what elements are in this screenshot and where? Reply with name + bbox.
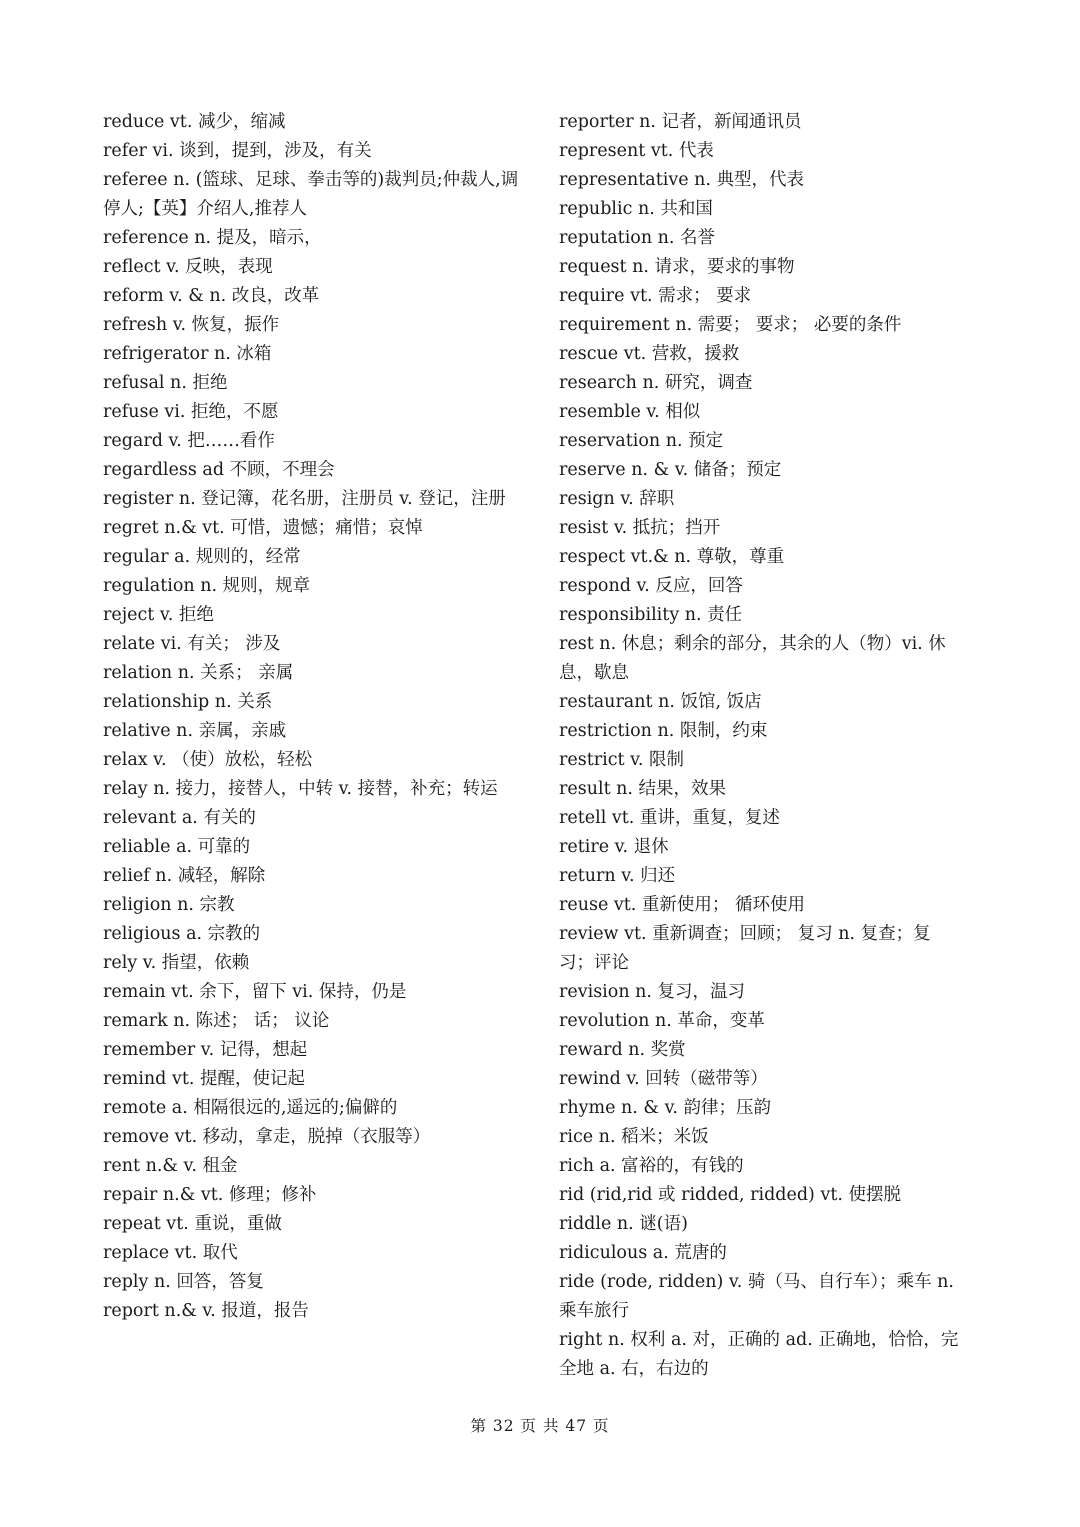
vocabulary-entry: rich a. 富裕的，有钱的	[559, 1156, 744, 1176]
vocabulary-entry: return v. 归还	[559, 866, 676, 886]
vocabulary-entry: restriction n. 限制，约束	[559, 721, 768, 741]
vocabulary-entry: ride (rode, ridden) v. 骑（马、自行车）；乘车 n. 乘车旅行	[559, 1272, 954, 1321]
vocabulary-entry: reference n. 提及，暗示，	[103, 228, 322, 248]
vocabulary-entry: rescue vt. 营救，援救	[559, 344, 740, 364]
vocabulary-entry: reputation n. 名誉	[559, 228, 716, 248]
vocabulary-entry: relax v. （使）放松，轻松	[103, 750, 313, 770]
vocabulary-entry: refuse vi. 拒绝，不愿	[103, 402, 279, 422]
vocabulary-entry: remind vt. 提醒，使记起	[103, 1069, 305, 1089]
vocabulary-entry: republic n. 共和国	[559, 199, 713, 219]
vocabulary-entry: relay n. 接力，接替人，中转 v. 接替，补充；转运	[103, 779, 498, 799]
vocabulary-entry: reject v. 拒绝	[103, 605, 214, 625]
vocabulary-entry: resign v. 辞职	[559, 489, 675, 509]
vocabulary-entry: religion n. 宗教	[103, 895, 235, 915]
vocabulary-entry: refrigerator n. 冰箱	[103, 344, 272, 364]
vocabulary-entry: retire v. 退休	[559, 837, 669, 857]
left-vocabulary-column	[103, 108, 528, 1326]
vocabulary-entry: remain vt. 余下，留下 vi. 保持，仍是	[103, 982, 407, 1002]
page-number-footer: 第 32 页 共 47 页	[470, 1417, 610, 1435]
vocabulary-entry: ridiculous a. 荒唐的	[559, 1243, 727, 1263]
vocabulary-entry: repeat vt. 重说，重做	[103, 1214, 282, 1234]
vocabulary-entry: relationship n. 关系	[103, 692, 273, 712]
vocabulary-entry: right n. 权利 a. 对，正确的 ad. 正确地，恰恰，完全地 a. 右，右边的	[559, 1330, 959, 1379]
vocabulary-entry: rewind v. 回转（磁带等）	[559, 1069, 768, 1089]
vocabulary-entry: reply n. 回答，答复	[103, 1272, 264, 1292]
vocabulary-entry: reuse vt. 重新使用； 循环使用	[559, 895, 805, 915]
vocabulary-entry: research n. 研究，调查	[559, 373, 753, 393]
vocabulary-entry: regard v. 把……看作	[103, 431, 275, 451]
vocabulary-entry: reward n. 奖赏	[559, 1040, 686, 1060]
vocabulary-entry: revision n. 复习，温习	[559, 982, 746, 1002]
vocabulary-entry: rice n. 稻米；米饭	[559, 1127, 709, 1147]
vocabulary-entry: representative n. 典型，代表	[559, 170, 805, 190]
vocabulary-entry: restaurant n. 饭馆, 饭店	[559, 692, 762, 712]
vocabulary-entry: relative n. 亲属，亲戚	[103, 721, 287, 741]
vocabulary-entry: review vt. 重新调查；回顾； 复习 n. 复查；复习；评论	[559, 924, 931, 973]
vocabulary-entry: result n. 结果，效果	[559, 779, 727, 799]
vocabulary-entry: reserve n. & v. 储备；预定	[559, 460, 782, 480]
vocabulary-entry: repair n.& vt. 修理；修补	[103, 1185, 317, 1205]
vocabulary-entry: regulation n. 规则，规章	[103, 576, 311, 596]
vocabulary-entry: reflect v. 反映，表现	[103, 257, 273, 277]
vocabulary-entry: respect vt.& n. 尊敬，尊重	[559, 547, 785, 567]
vocabulary-entry: rely v. 指望，依赖	[103, 953, 250, 973]
vocabulary-entry: remote a. 相隔很远的,遥远的;偏僻的	[103, 1098, 398, 1118]
vocabulary-entry: reform v. & n. 改良，改革	[103, 286, 320, 306]
vocabulary-entry: require vt. 需求； 要求	[559, 286, 752, 306]
vocabulary-entry: reliable a. 可靠的	[103, 837, 251, 857]
vocabulary-entry: rest n. 休息；剩余的部分，其余的人（物）vi. 休息，歇息	[559, 634, 946, 683]
vocabulary-entry: responsibility n. 责任	[559, 605, 743, 625]
vocabulary-entry: refer vi. 谈到，提到，涉及，有关	[103, 141, 372, 161]
vocabulary-entry: riddle n. 谜(语)	[559, 1214, 688, 1234]
vocabulary-entry: reduce vt. 减少，缩减	[103, 112, 286, 132]
vocabulary-entry: relate vi. 有关； 涉及	[103, 634, 281, 654]
right-vocabulary-column	[559, 108, 964, 1384]
vocabulary-entry: rent n.& v. 租金	[103, 1156, 238, 1176]
vocabulary-entry: refusal n. 拒绝	[103, 373, 228, 393]
vocabulary-entry: report n.& v. 报道，报告	[103, 1301, 309, 1321]
vocabulary-entry: referee n. (篮球、足球、拳击等的)裁判员;仲裁人,调停人;【英】介绍人,推荐人	[103, 170, 519, 219]
vocabulary-entry: requirement n. 需要； 要求； 必要的条件	[559, 315, 902, 335]
vocabulary-entry: reporter n. 记者，新闻通讯员	[559, 112, 802, 132]
vocabulary-entry: remark n. 陈述； 话； 议论	[103, 1011, 330, 1031]
vocabulary-entry: resist v. 抵抗；挡开	[559, 518, 721, 538]
vocabulary-entry: rid (rid,rid 或 ridded, ridded) vt. 使摆脱	[559, 1185, 901, 1205]
vocabulary-entry: respond v. 反应，回答	[559, 576, 743, 596]
vocabulary-entry: regardless ad 不顾，不理会	[103, 460, 335, 480]
vocabulary-entry: relation n. 关系； 亲属	[103, 663, 294, 683]
vocabulary-entry: regret n.& vt. 可惜，遗憾；痛惜；哀悼	[103, 518, 423, 538]
vocabulary-entry: reservation n. 预定	[559, 431, 724, 451]
vocabulary-entry: resemble v. 相似	[559, 402, 701, 422]
vocabulary-entry: remove vt. 移动，拿走，脱掉（衣服等）	[103, 1127, 431, 1147]
vocabulary-entry: remember v. 记得，想起	[103, 1040, 308, 1060]
vocabulary-entry: relevant a. 有关的	[103, 808, 256, 828]
vocabulary-entry: relief n. 减轻，解除	[103, 866, 266, 886]
vocabulary-entry: restrict v. 限制	[559, 750, 685, 770]
vocabulary-entry: represent vt. 代表	[559, 141, 714, 161]
vocabulary-entry: refresh v. 恢复，振作	[103, 315, 280, 335]
vocabulary-entry: revolution n. 革命，变革	[559, 1011, 765, 1031]
vocabulary-entry: religious a. 宗教的	[103, 924, 261, 944]
vocabulary-entry: regular a. 规则的，经常	[103, 547, 301, 567]
vocabulary-entry: replace vt. 取代	[103, 1243, 238, 1263]
vocabulary-entry: request n. 请求，要求的事物	[559, 257, 795, 277]
vocabulary-entry: register n. 登记簿，花名册，注册员 v. 登记，注册	[103, 489, 506, 509]
vocabulary-entry: rhyme n. & v. 韵律；压韵	[559, 1098, 772, 1118]
vocabulary-entry: retell vt. 重讲，重复，复述	[559, 808, 780, 828]
